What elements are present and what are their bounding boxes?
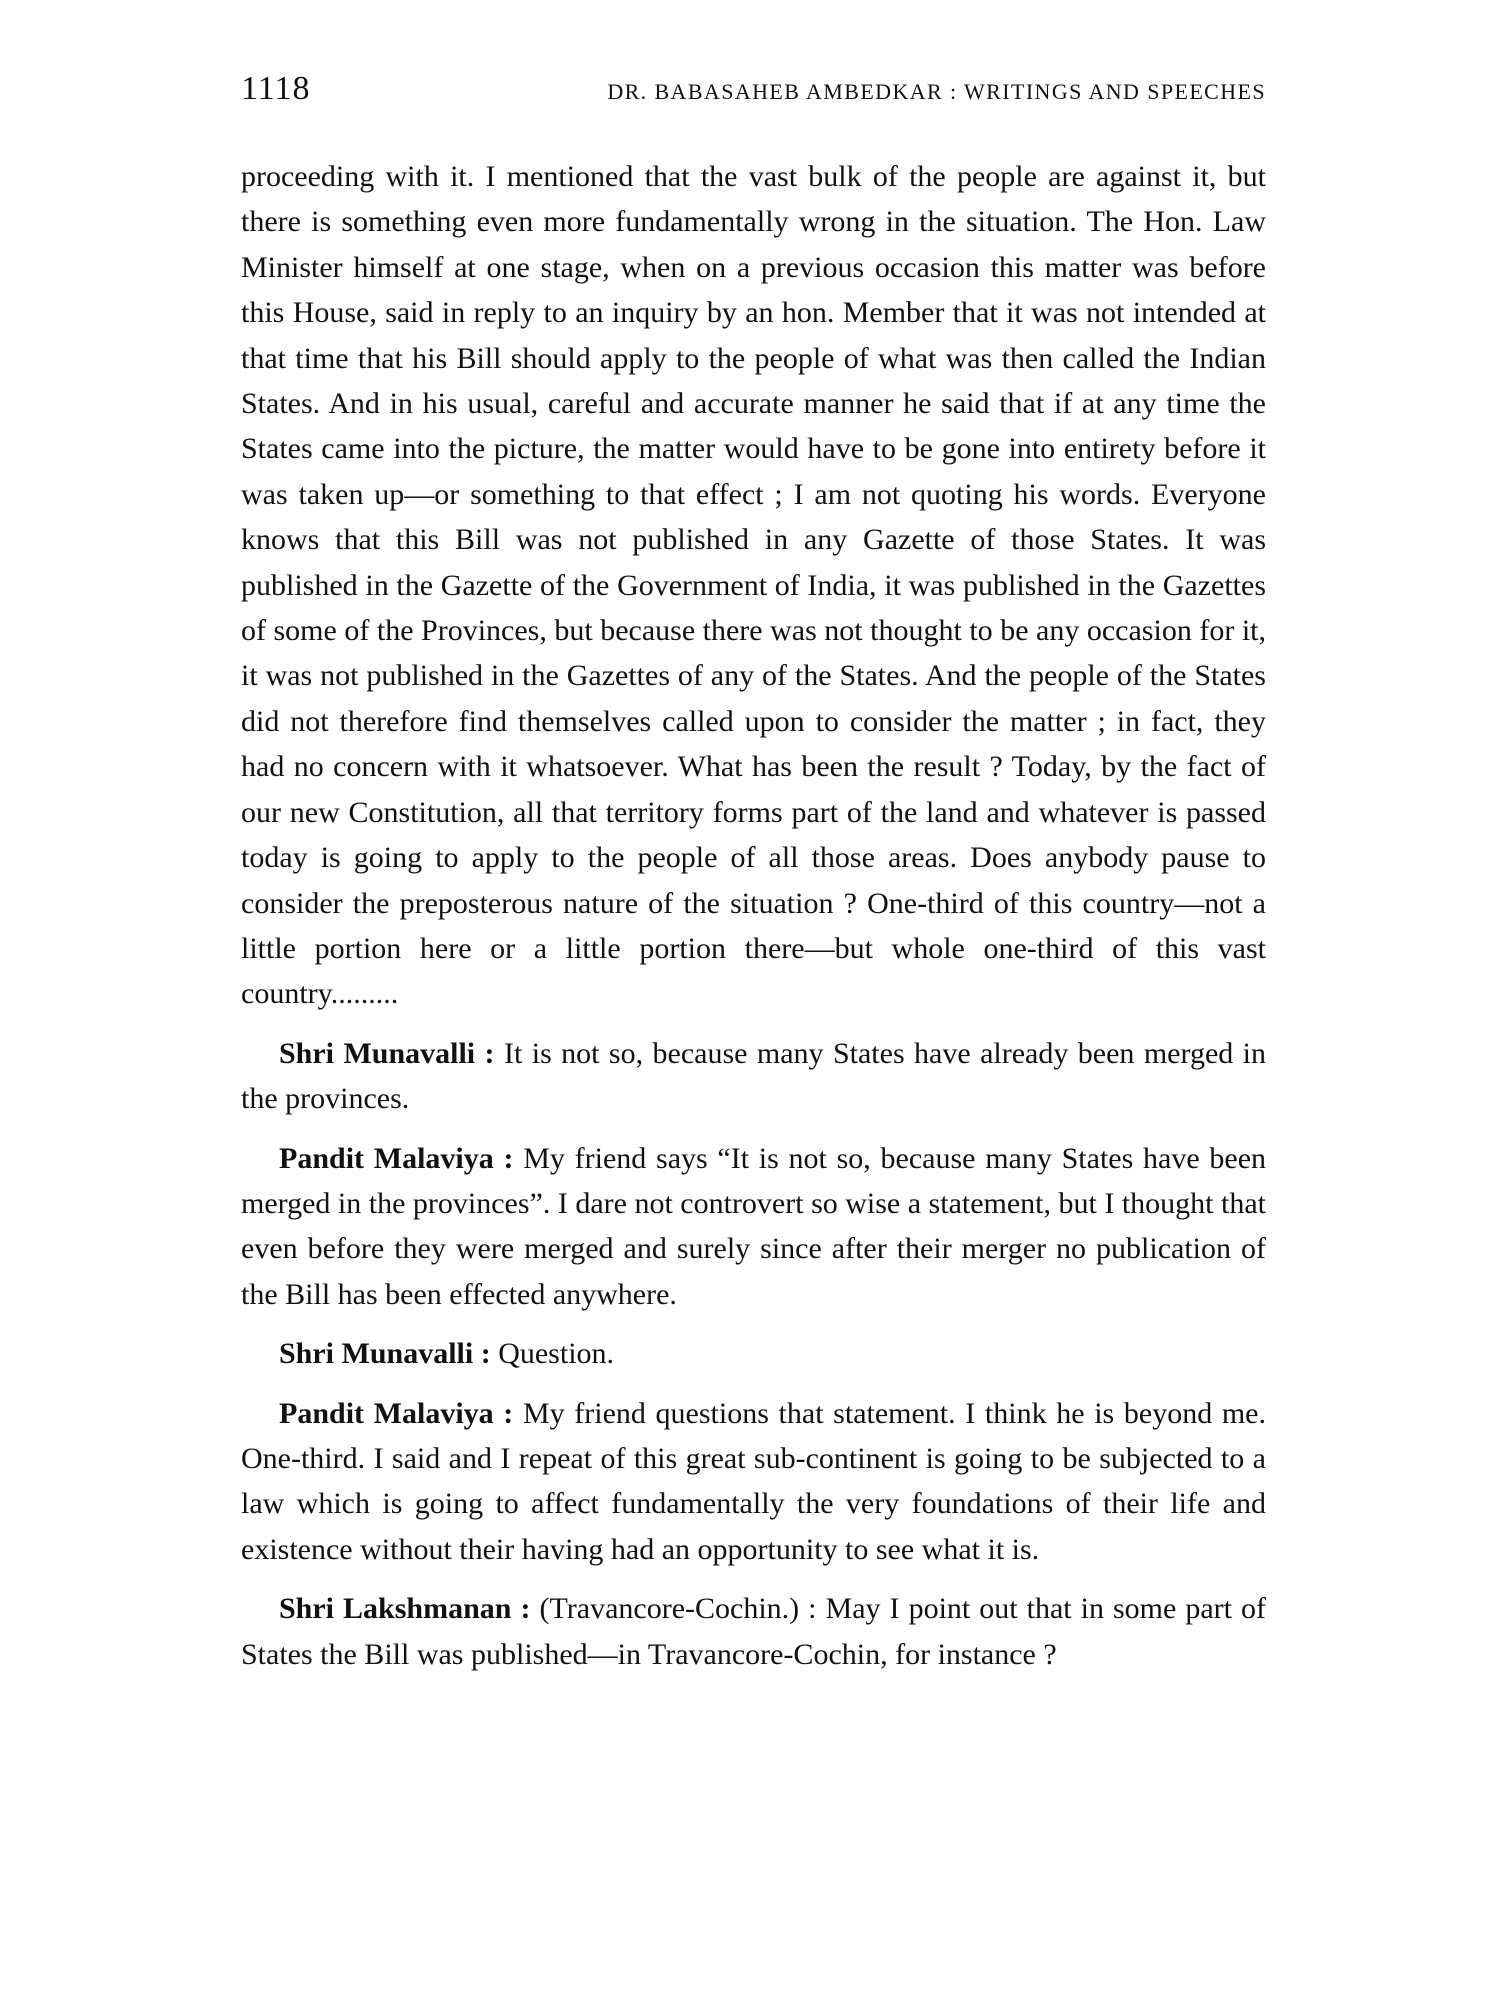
speech-text: My friend questions that statement. I think he is beyond me. One-third. I said and I repeat of this great sub-continent is going to be subjected to a law which is going to affect fundamentally the very foundations of their life and existence without their having had an opportunity to see what it is. bbox=[241, 1396, 1266, 1566]
page-body bbox=[241, 154, 1266, 1677]
speech-text: Question. bbox=[498, 1337, 615, 1371]
book-page bbox=[241, 70, 1266, 1677]
speech-text: (Travancore-Cochin.) : May I point out that in some part of States the Bill was published—in Travancore-Cochin, for instance ? bbox=[241, 1592, 1266, 1671]
speech-text: My friend says “It is not so, because many States have been merged in the provinces”. I dare not controvert so wise a statement, but I thought that even before they were merged and surely since after their merger no publication of the Bill has been effected anywhere. bbox=[241, 1141, 1267, 1311]
speech-paragraph bbox=[241, 1586, 1266, 1677]
speech-paragraph bbox=[241, 1031, 1266, 1122]
paragraph-continued bbox=[241, 154, 1266, 1017]
page-number: 1118 bbox=[241, 70, 311, 107]
speech-paragraph bbox=[241, 1136, 1266, 1318]
speaker-name: Shri Lakshmanan : bbox=[279, 1592, 531, 1626]
speaker-name: Shri Munavalli : bbox=[279, 1337, 491, 1371]
speech-paragraph bbox=[241, 1391, 1266, 1573]
speaker-name: Shri Munavalli : bbox=[279, 1036, 495, 1070]
paragraph-text: proceeding with it. I mentioned that the vast bulk of the people are against it, but there is something even more fundamentally wrong in the situation. The Hon. Law Minister himself at one stage, when on a previous occasion this matter was before this House, said in reply to an inquiry by an hon. Member that it was not intended at that time that his Bill should apply to the people of what was then called the Indian States. And in his usual, careful and accurate manner he said that if at any time the States came into the picture, the matter would have to be gone into entirety before it was taken up—or something to that effect ; I am not quoting his words. Everyone knows that this Bill was not published in any Gazette of those States. It was published in the Gazette of the Government of India, it was published in the Gazettes of some of the Provinces, but because there was not thought to be any occasion for it, it was not published in the Gazettes of any of the States. And the people of the States did not therefore find themselves called upon to consider the matter ; in fact, they had no concern with it whatsoever. What has been the result ? Today, by the fact of our new Constitution, all that territory forms part of the land and whatever is passed today is going to apply to the people of all those areas. Does anybody pause to consider the preposterous nature of the situation ? One-third of this country—not a little portion here or a little portion there—but whole one-third of this vast country......... bbox=[241, 160, 1266, 1011]
speech-paragraph bbox=[241, 1331, 1266, 1376]
running-head: DR. BABASAHEB AMBEDKAR : WRITINGS AND SPEECHES bbox=[607, 79, 1266, 104]
speaker-name: Pandit Malaviya : bbox=[279, 1396, 514, 1430]
speaker-name: Pandit Malaviya : bbox=[279, 1141, 514, 1175]
page-header bbox=[241, 70, 1266, 110]
speech-text: It is not so, because many States have already been merged in the provinces. bbox=[241, 1036, 1267, 1116]
